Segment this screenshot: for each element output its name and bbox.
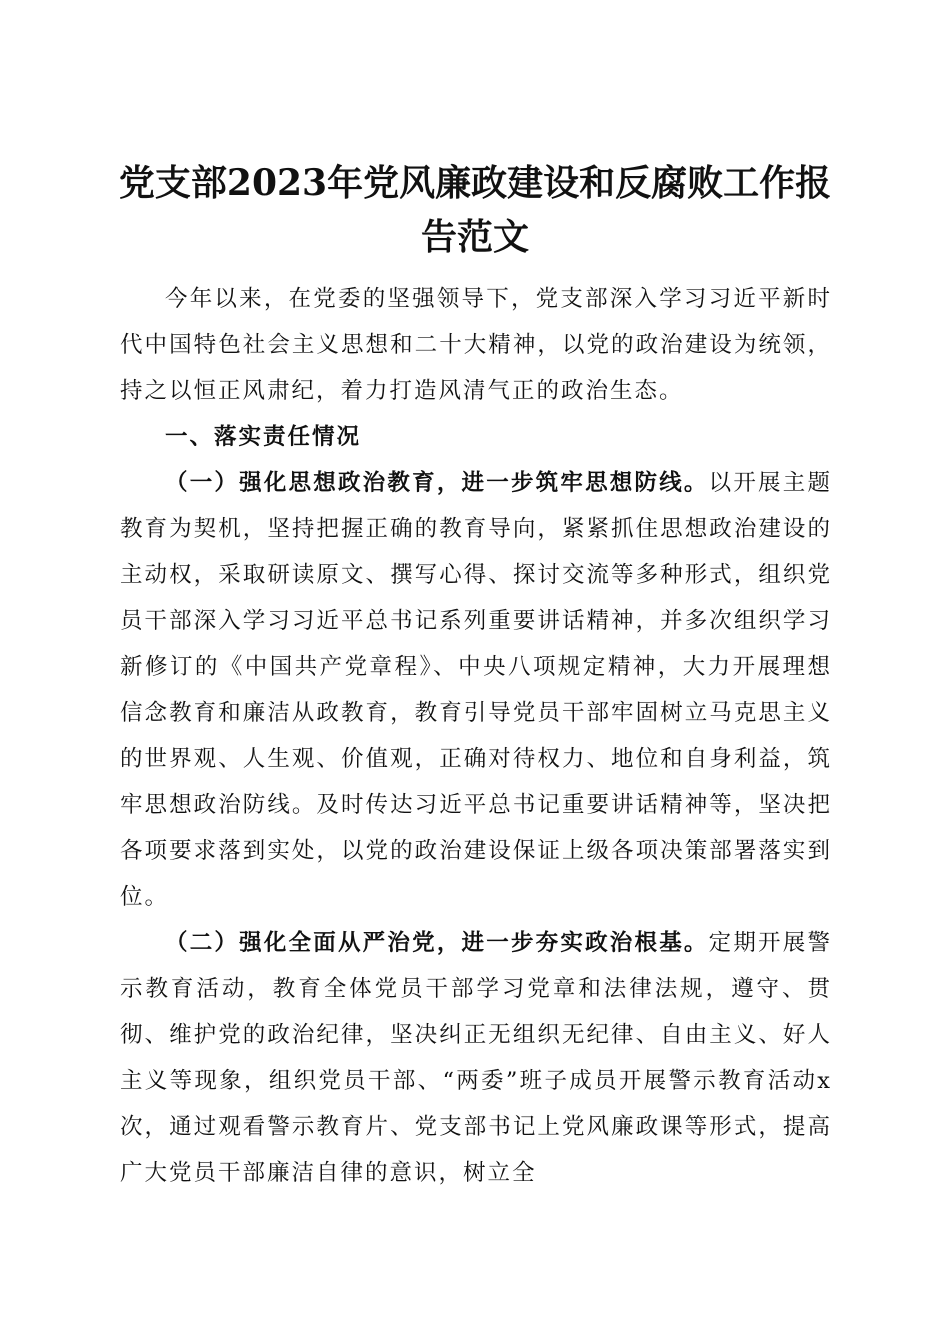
document-title bbox=[110, 156, 840, 264]
document-body bbox=[120, 276, 832, 1196]
subsection-1-paragraph bbox=[120, 460, 832, 920]
section-heading-1: 一、落实责任情况 bbox=[165, 424, 362, 450]
title-line-2: 告范文 bbox=[420, 216, 529, 259]
subsection-2-lead: （二）强化全面从严治党，进一步夯实政治根基。 bbox=[165, 930, 709, 956]
subsection-2-paragraph bbox=[120, 920, 832, 1196]
title-line-1: 党支部2023年党风廉政建设和反腐败工作报 bbox=[118, 162, 832, 205]
subsection-1-text: 以开展主题教育为契机，坚持把握正确的教育导向，紧紧抓住思想政治建设的主动权，采取研读原文、撰写心得、探讨交流等多种形式，组织党员干部深入学习习近平总书记系列重要讲话精神，并多次组织学习新修订的《中国共产党章程》、中央八项规定精神，大力开展理想信念教育和廉洁从政教育，教育引导党员干部牢固树立马克思主义的世界观、人生观、价值观，正确对待权力、地位和自身利益，筑牢思想政治防线。及时传达习近平总书记重要讲话精神等，坚决把各项要求落到实处，以党的政治建设保证上级各项决策部署落实到位。 bbox=[120, 470, 832, 910]
subsection-1-lead: （一）强化思想政治教育，进一步筑牢思想防线。 bbox=[165, 470, 709, 496]
subsection-2-text: 定期开展警示教育活动，教育全体党员干部学习党章和法律法规，遵守、贯彻、维护党的政治纪律，坚决纠正无组织无纪律、自由主义、好人主义等现象，组织党员干部、“两委”班子成员开展警示教育活动x次，通过观看警示教育片、党支部书记上党风廉政课等形式，提高广大党员干部廉洁自律的意识，树立全 bbox=[120, 930, 832, 1186]
intro-paragraph: 今年以来，在党委的坚强领导下，党支部深入学习习近平新时代中国特色社会主义思想和二十大精神，以党的政治建设为统领，持之以恒正风肃纪，着力打造风清气正的政治生态。 bbox=[120, 286, 832, 404]
